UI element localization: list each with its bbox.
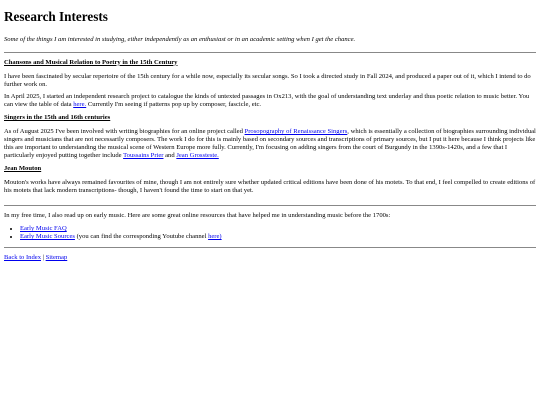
list-item: [20, 233, 536, 241]
singers-text-and: and: [163, 151, 177, 159]
chansons-paragraph-1: I have been fascinated by secular repertoire of the 15th century for a while now, especially its secular songs. So I took a directed study in Fall 2024, and produced a paper out of it, which I intend to do further work on.: [4, 72, 531, 88]
footer-separator: |: [41, 254, 46, 262]
singers-text-before: As of August 2025 I've been involved with writing biographies for an online project called: [4, 128, 245, 136]
back-to-index-link[interactable]: Back to Index: [4, 254, 41, 262]
section-heading-singers: Singers in the 15th and 16th centuries: [4, 114, 111, 122]
chansons-p2-text-before: In April 2025, I started an independent research project to catalogue the kinds of untexted passages in Ox213, with the goal of understanding text underlay and thus poetic relation to music better. You can view the table of data: [4, 93, 530, 109]
youtube-note-text: (you can find the corresponding Youtube channel: [74, 233, 209, 241]
intro-text: Some of the things I am interested in studying, either independently as an enthusiast or in an academic setting when I get the chance.: [4, 35, 356, 43]
chansons-paragraph-2: [4, 93, 536, 109]
footer-nav: [4, 254, 536, 262]
toussains-prier-link[interactable]: Toussains Prier: [123, 151, 164, 159]
divider-bottom: [4, 247, 536, 248]
youtube-channel-link[interactable]: here): [208, 233, 222, 241]
section-heading-mouton: Jean Mouton: [4, 164, 42, 172]
early-music-sources-link[interactable]: Early Music Sources: [20, 233, 75, 241]
singers-text-middle: , which is essentially a collection of biographies surrounding individual singers and musicians that are not necessarily composers. The work I do for this is mainly based on secondary sources and transcriptions of primary sources, but I put it here because I think projects like this are important to understanding the musical scene of Western Europe more fully. Currently, I'm focusing on adding singers from the court of Burgundy in the 1390s-1420s, and a few that I particularly enjoyed putting together include: [4, 128, 536, 159]
divider-middle: [4, 205, 536, 206]
chansons-p2-text-after: Currently I'm seeing if patterns pop up by composer, fascicle, etc.: [86, 101, 262, 109]
early-music-faq-link[interactable]: Early Music FAQ: [20, 225, 67, 233]
singers-paragraph: [4, 128, 536, 160]
divider-top: [4, 52, 536, 53]
resources-list: [4, 225, 536, 241]
jean-grossteste-link[interactable]: Jean Grossteste.: [176, 151, 219, 159]
mouton-paragraph: Mouton's works have always remained favourites of mine, though I am not entirely sure whether updated critical editions have been done of his motets. To that end, I feel compelled to create editions of his motets that lack modern transcriptions- though, I haven't found the time to start on that yet.: [4, 178, 536, 194]
section-heading-chansons: Chansons and Musical Relation to Poetry in the 15th Century: [4, 58, 178, 66]
table-of-data-link[interactable]: here.: [73, 101, 87, 109]
free-time-text: In my free time, I also read up on early music. Here are some great online resources that have helped me in understanding music before the 1700s:: [4, 211, 391, 219]
prosopography-link[interactable]: Prosopography of Renaissance Singers: [244, 128, 348, 136]
list-item: [20, 225, 536, 233]
page-title: Research Interests: [4, 9, 108, 24]
sitemap-link[interactable]: Sitemap: [45, 254, 68, 262]
